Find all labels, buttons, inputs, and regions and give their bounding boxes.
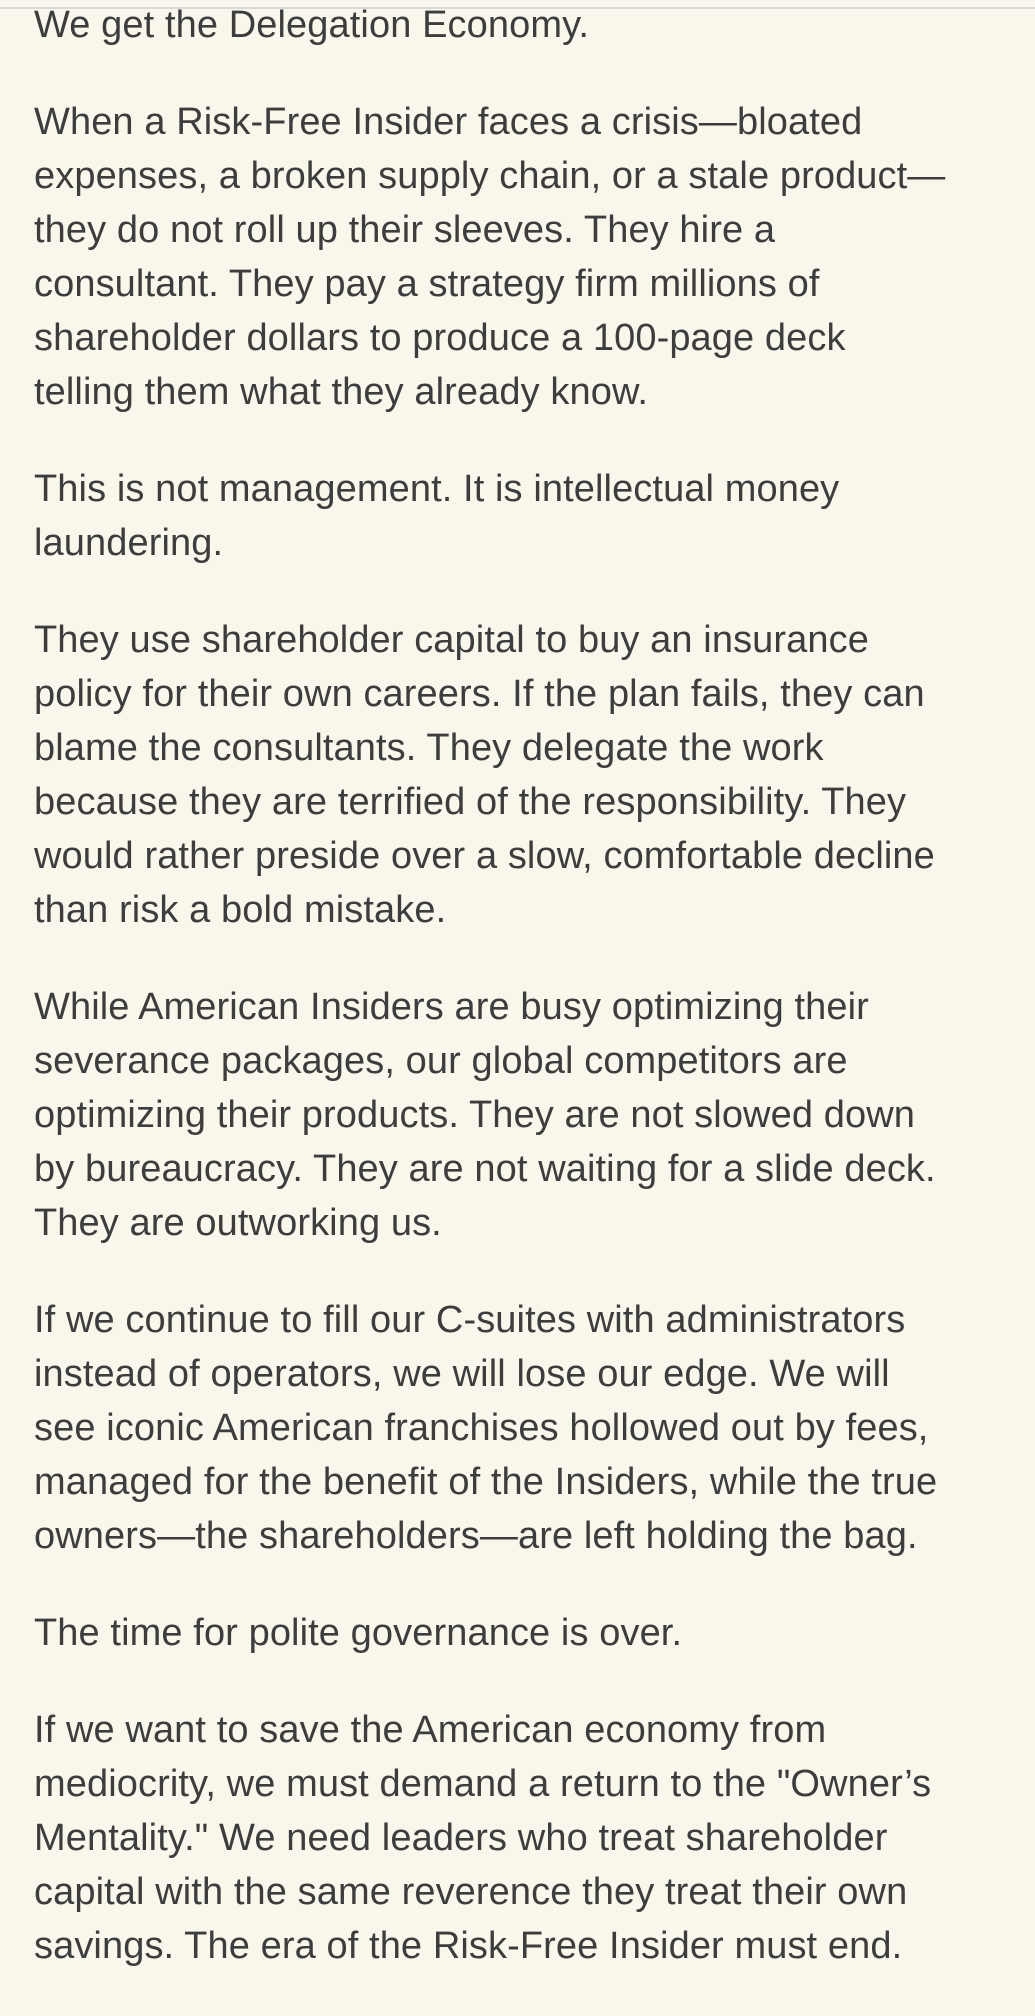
text-line: Mentality." We need leaders who treat shareholder [34, 1817, 888, 1859]
text-line: they do not roll up their sleeves. They hire a [34, 209, 776, 251]
text-line: shareholder dollars to produce a 100-page deck [34, 317, 846, 359]
text-line: While American Insiders are busy optimizing their [34, 986, 869, 1028]
text-line: optimizing their products. They are not slowed down [34, 1094, 915, 1136]
paragraph-1 [34, 0, 1024, 52]
text-line: by bureaucracy. They are not waiting for a slide deck. [34, 1148, 936, 1190]
text-line: If we want to save the American economy from [34, 1709, 827, 1751]
paragraph-3 [34, 462, 1024, 570]
text-line: instead of operators, we will lose our edge. We will [34, 1353, 890, 1395]
paragraph-4 [34, 613, 1024, 937]
text-line: The time for polite governance is over. [34, 1612, 683, 1654]
text-line: would rather preside over a slow, comfortable decline [34, 835, 935, 877]
text-line: They use shareholder capital to buy an insurance [34, 619, 869, 661]
text-line: see iconic American franchises hollowed out by fees, [34, 1407, 929, 1449]
text-line: expenses, a broken supply chain, or a stale product— [34, 155, 946, 197]
text-line: When a Risk-Free Insider faces a crisis—bloated [34, 101, 863, 143]
paragraph-6 [34, 1293, 1024, 1563]
article-body [34, 0, 1024, 2016]
paragraph-8 [34, 1703, 1024, 1973]
text-line: owners—the shareholders—are left holding the bag. [34, 1515, 918, 1557]
text-line: savings. The era of the Risk-Free Insider must end. [34, 1925, 903, 1967]
text-line: capital with the same reverence they treat their own [34, 1871, 908, 1913]
text-line: mediocrity, we must demand a return to the "Owner’s [34, 1763, 932, 1805]
text-line: because they are terrified of the responsibility. They [34, 781, 907, 823]
text-line: If we continue to fill our C-suites with administrators [34, 1299, 906, 1341]
text-line: consultant. They pay a strategy firm millions of [34, 263, 820, 305]
text-line: This is not management. It is intellectual money [34, 468, 840, 510]
paragraph-2 [34, 95, 1024, 419]
text-line: than risk a bold mistake. [34, 889, 447, 931]
text-line: We get the Delegation Economy. [34, 4, 590, 46]
text-line: They are outworking us. [34, 1202, 442, 1244]
paragraph-5 [34, 980, 1024, 1250]
text-line: laundering. [34, 522, 224, 564]
text-line: managed for the benefit of the Insiders, while the true [34, 1461, 938, 1503]
text-line: severance packages, our global competitors are [34, 1040, 848, 1082]
text-line: blame the consultants. They delegate the work [34, 727, 824, 769]
paragraph-7 [34, 1606, 1024, 1660]
text-line: telling them what they already know. [34, 371, 649, 413]
text-line: policy for their own careers. If the plan fails, they can [34, 673, 925, 715]
